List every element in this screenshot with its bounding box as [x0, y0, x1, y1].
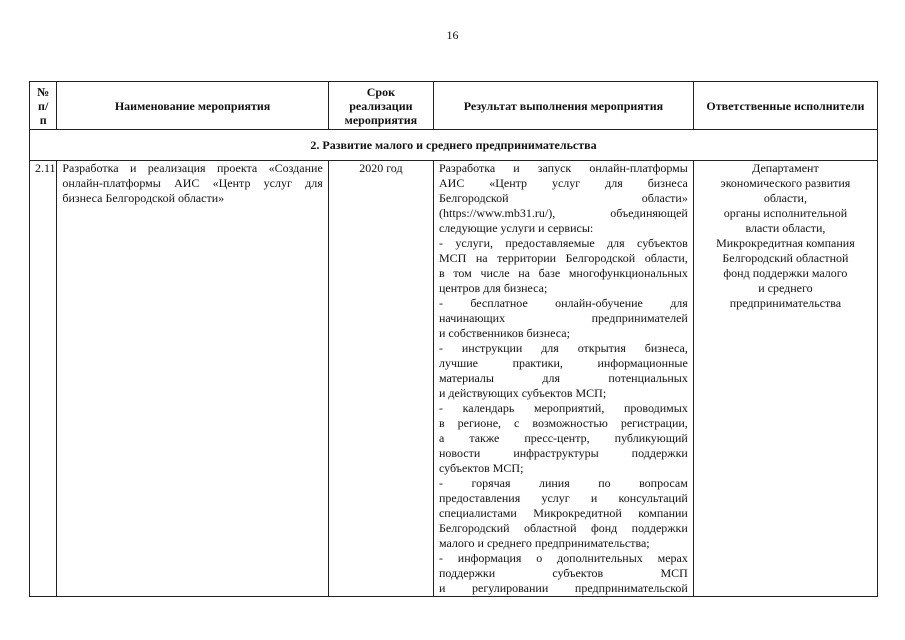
result-line: малого и среднего предпринимательства;	[438, 536, 650, 550]
result-line: Белгородский областной фонд поддержки	[438, 521, 688, 535]
responsible-line: фонд поддержки малого	[723, 266, 848, 280]
result-line: Разработка и запуск онлайн-платформы	[438, 161, 688, 175]
responsible-executors	[693, 161, 877, 597]
section-row	[30, 130, 878, 161]
result-line: - услуги, предоставляемые для субъектов	[438, 236, 688, 250]
measure-term: 2020 год	[328, 161, 433, 597]
header-responsible: Ответственные исполнители	[693, 82, 877, 130]
section-title: 2. Развитие малого и среднего предпринимательства	[30, 130, 878, 161]
result-line: а также пресс-центр, публикующий	[438, 431, 688, 445]
header-term: Срок реализации мероприятия	[328, 82, 433, 130]
responsible-line: Белгородский областной	[722, 251, 849, 265]
result-line: начинающих предпринимателей	[438, 311, 688, 325]
result-line: центров для бизнеса;	[438, 281, 548, 295]
result-line: и собственников бизнеса;	[438, 326, 570, 340]
result-line: - информация о дополнительных мерах	[438, 551, 688, 565]
result-line: МСП на территории Белгородской области,	[438, 251, 688, 265]
result-line: АИС «Центр услуг для бизнеса	[438, 176, 688, 190]
result-line: предоставления услуг и консультаций	[438, 491, 688, 505]
result-line: специалистами Микрокредитной компании	[438, 506, 688, 520]
row-number: 2.11	[30, 161, 57, 597]
responsible-line: органы исполнительной	[723, 206, 848, 220]
table-row	[30, 161, 878, 597]
result-line: и регулировании предпринимательской	[438, 581, 688, 595]
table-header-row	[30, 82, 878, 130]
result-line: в регионе, с возможностью регистрации,	[438, 416, 688, 430]
result-line: следующие услуги и сервисы:	[438, 221, 594, 235]
result-line: и действующих субъектов МСП;	[438, 386, 607, 400]
result-line: (https://www.mb31.ru/), объединяющей	[438, 206, 688, 220]
measure-name: Разработка и реализация проекта «Создание онлайн-платформы АИС «Центр услуг для бизнеса Белгородской области»	[57, 161, 328, 597]
result-line: - календарь мероприятий, проводимых	[438, 401, 688, 415]
responsible-text	[699, 161, 872, 311]
responsible-line: предпринимательства	[729, 296, 842, 310]
responsible-line: области,	[763, 191, 807, 205]
responsible-line: Микрокредитная компания	[716, 236, 855, 250]
result-line: поддержки субъектов МСП	[438, 566, 688, 580]
result-line: лучшие практики, информационные	[438, 356, 688, 370]
header-num: № п/п	[30, 82, 57, 130]
result-line: - горячая линия по вопросам	[438, 476, 688, 490]
result-line: - инструкции для открытия бизнеса,	[438, 341, 688, 355]
responsible-line: экономического развития	[720, 176, 851, 190]
measures-table	[29, 81, 878, 597]
result-line: материалы для потенциальных	[438, 371, 688, 385]
page-number: 16	[446, 28, 459, 42]
header-name: Наименование мероприятия	[57, 82, 328, 130]
measure-result	[433, 161, 693, 597]
result-text	[439, 161, 688, 596]
result-line: Белгородской области»	[438, 191, 688, 205]
responsible-line: и среднего	[758, 281, 813, 295]
responsible-line: Департамент	[752, 161, 819, 175]
result-line: субъектов МСП;	[438, 461, 524, 475]
result-line: новости инфраструктуры поддержки	[438, 446, 688, 460]
result-line: в том числе на базе многофункциональных	[438, 266, 688, 280]
responsible-line: власти области,	[745, 221, 826, 235]
result-line: - бесплатное онлайн-обучение для	[438, 296, 688, 310]
header-result: Результат выполнения мероприятия	[433, 82, 693, 130]
